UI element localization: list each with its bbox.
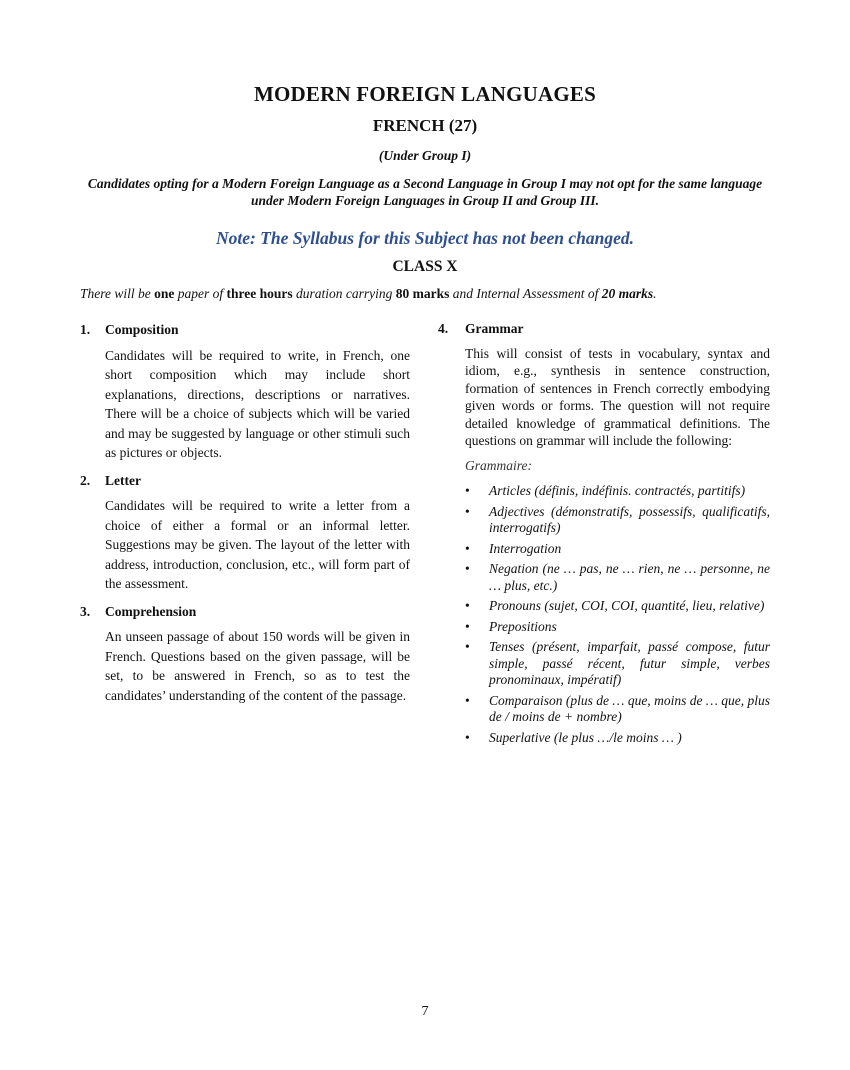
section-letter <box>80 471 410 594</box>
list-item <box>465 730 770 747</box>
bullet-icon: • <box>465 503 470 519</box>
list-item <box>465 541 770 558</box>
section-body: This will consist of tests in vocabulary, syntax and idiom, e.g., synthesis in sentence construction, formation of sentences in French correctly embodying given words or forms. The question will not require detailed knowledge of grammatical definitions. The questions on grammar will include the following: <box>465 345 770 448</box>
grammar-topic: Comparaison (plus de … que, moins de … que, plus de / moins de + nombre) <box>489 692 770 724</box>
section-heading <box>80 471 410 491</box>
grammar-topic: Articles (définis, indéfinis. contractés, partitifs) <box>489 483 746 498</box>
grammar-topic: Superlative (le plus …/le moins … ) <box>489 729 682 745</box>
section-number: 1. <box>80 322 91 337</box>
bullet-icon: • <box>465 639 470 654</box>
intro-paper-marks: 80 marks <box>395 286 450 301</box>
section-title: Letter <box>105 472 141 488</box>
list-item <box>465 619 770 636</box>
intro-paper-count: one <box>154 286 175 301</box>
grammaire-label: Grammaire: <box>465 457 532 473</box>
grammar-topics-list <box>465 483 770 746</box>
intro-assessment-marks: 20 marks <box>601 286 654 301</box>
bullet-icon: • <box>465 598 470 613</box>
section-title: Grammar <box>465 321 524 336</box>
list-item <box>465 561 770 594</box>
group-label: (Under Group I) <box>378 148 472 163</box>
bullet-icon: • <box>465 729 470 745</box>
intro-text-1: There will be <box>80 286 155 301</box>
intro-duration: three hours <box>226 286 293 301</box>
intro-text-5: . <box>653 286 657 301</box>
bullet-icon: • <box>465 483 470 498</box>
list-item <box>465 639 770 689</box>
section-body: An unseen passage of about 150 words will be given in French. Questions based on the given passage, will be set, to be answered in French, so as to test the candidates’ understanding of the content of the passage. <box>105 629 410 703</box>
section-title: Composition <box>105 322 179 337</box>
list-item <box>465 693 770 726</box>
paper-intro <box>80 286 780 302</box>
left-column <box>80 320 410 713</box>
grammar-topic: Interrogation <box>489 540 562 556</box>
section-number: 3. <box>80 603 91 619</box>
section-number: 2. <box>80 472 91 488</box>
section-body: Candidates will be required to write, in French, one short composition which may include short explanations, directions, descriptions or narratives. There will be a choice of subjects which will be varied and may be suggested by language or other stimuli such as pictures or objects. <box>105 347 410 460</box>
intro-text-4: and Internal Assessment of <box>449 286 602 301</box>
section-heading <box>438 319 770 339</box>
list-item <box>465 598 770 615</box>
section-title: Comprehension <box>105 603 197 619</box>
subject-subtitle: FRENCH (27) <box>372 116 478 135</box>
section-grammar <box>438 319 770 450</box>
intro-text-3: duration carrying <box>292 286 396 301</box>
page-title: MODERN FOREIGN LANGUAGES <box>254 82 596 106</box>
bullet-icon: • <box>465 692 470 708</box>
section-number: 4. <box>438 321 449 336</box>
grammar-topic: Pronouns (sujet, COI, COI, quantité, lieu, relative) <box>489 598 765 613</box>
right-column <box>438 319 770 750</box>
list-item <box>465 483 770 500</box>
section-comprehension <box>80 602 410 706</box>
list-item <box>465 504 770 537</box>
section-heading <box>80 602 410 622</box>
bullet-icon: • <box>465 540 470 556</box>
class-heading: CLASS X <box>392 258 458 275</box>
section-composition <box>80 320 410 463</box>
bullet-icon: • <box>465 618 470 634</box>
intro-text-2: paper of <box>174 286 227 301</box>
grammar-topic: Tenses (présent, imparfait, passé compose, futur simple, passé récent, futur simple, verbes pronominaux, impératif) <box>489 639 770 687</box>
eligibility-notice: Candidates opting for a Modern Foreign Language as a Second Language in Group I may not opt for the same language under Modern Foreign Languages in Group II and Group III. <box>87 176 763 208</box>
grammar-topic: Prepositions <box>489 618 557 634</box>
section-body: Candidates will be required to write a letter from a choice of either a formal or an informal letter. Suggestions may be given. The layout of the letter with address, introduction, conclusion, etc., will form part of the assessment. <box>105 498 410 591</box>
bullet-icon: • <box>465 561 470 576</box>
grammar-topic: Negation (ne … pas, ne … rien, ne … personne, ne … plus, etc.) <box>489 561 770 593</box>
syllabus-note: Note: The Syllabus for this Subject has not been changed. <box>215 228 635 248</box>
page-number: 7 <box>421 1004 429 1019</box>
section-heading <box>80 320 410 340</box>
grammar-topic: Adjectives (démonstratifs, possessifs, qualificatifs, interrogatifs) <box>489 503 770 535</box>
